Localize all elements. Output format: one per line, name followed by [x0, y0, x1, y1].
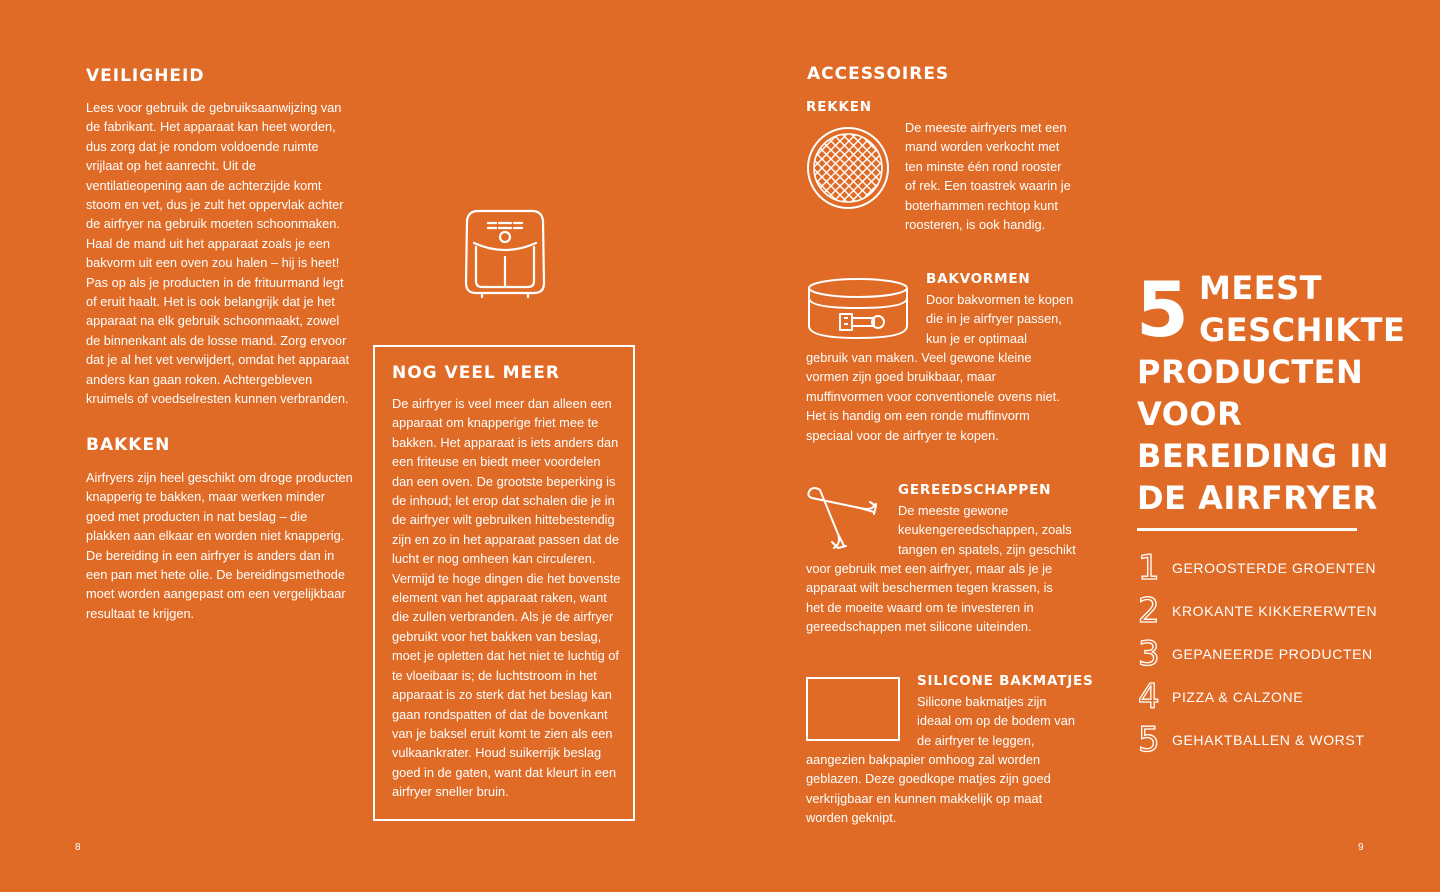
top5-title-line2: GESCHIKTE: [1199, 311, 1406, 349]
top5-title-line1: MEEST: [1199, 269, 1322, 307]
top5-item-label: KROKANTE KIKKERERWTEN: [1172, 602, 1378, 619]
rack-wire: [806, 125, 891, 211]
top5-title-line4: VOOR: [1137, 395, 1243, 433]
mats-text-side: Silicone bakmatjes zijn ideaal om op de bodem van de airfryer te leggen,: [917, 694, 1075, 748]
mats-heading: SILICONE BAKMATJES: [917, 673, 1094, 689]
pans-text: gebruik van maken. Veel gewone kleine vormen zijn goed bruikbaar, maar muffinvormen voor conventionele ovens niet. Het is handig om een ronde muffinvorm speciaal voor de airfryer te kopen.: [806, 350, 1060, 443]
page-number-left: 8: [75, 842, 81, 853]
springform-pan-icon: [806, 276, 912, 342]
top5-item-label: GEROOSTERDE GROENTEN: [1172, 559, 1377, 576]
rack-wire: [851, 125, 891, 211]
tools-text: voor gebruik met een airfryer, maar als je je apparaat wilt beschermen tegen krassen, is het de moeite waard om te investeren in gereedschappen met silicone uiteinden.: [806, 561, 1053, 635]
top5-title-line5: BEREIDING IN: [1137, 437, 1389, 475]
baking-text: Airfryers zijn heel geschikt om droge producten knapperig te bakken, maar werken minder goed met producten in nat beslag – die plakken aan elkaar en worden niet knapperig. De bereiding in een airfryer is anders dan in een pan met hete olie. De bereidingsmethode moet worden aangepast om een vergelijkbaar resultaat te krijgen.: [86, 470, 353, 621]
top5-divider: [1137, 528, 1357, 531]
racks-heading: REKKEN: [806, 99, 872, 115]
top5-item-number: 3: [1138, 633, 1160, 674]
round-rack-icon: [805, 125, 891, 211]
mats-text: aangezien bakpapier omhoog zal worden geblazen. Deze goedkope matjes zijn goed verkrijgbaar en kunnen makkelijk op maat worden geknipt.: [806, 752, 1051, 826]
tools-text-side: De meeste gewone keukengereedschappen, zoals tangen en spatels, zijn geschikt: [898, 503, 1076, 557]
top5-item: [1138, 589, 1378, 632]
top5-item: [1138, 675, 1378, 718]
page-number-right: 9: [1358, 842, 1364, 853]
top5-item-label: GEPANEERDE PRODUCTEN: [1172, 645, 1373, 662]
rack-wire: [851, 125, 891, 211]
top5-item-number: 1: [1138, 547, 1160, 588]
pans-text-side: Door bakvormen te kopen die in je airfryer passen, kun je er optimaal: [926, 292, 1074, 346]
silicone-mat-icon: [806, 677, 900, 741]
top5-item: [1138, 718, 1378, 761]
top5-title-rest: [1137, 351, 1389, 519]
more-heading: NOG VEEL MEER: [392, 363, 560, 383]
rack-wire: [878, 125, 891, 211]
top5-list: [1138, 546, 1378, 761]
top5-item-number: 4: [1138, 676, 1160, 717]
top5-item-label: GEHAKTBALLEN & WORST: [1172, 731, 1365, 748]
more-text: De airfryer is veel meer dan alleen een apparaat om knapperige friet mee te bakken. Het apparaat is iets anders dan een friteuse en biedt meer voordelen dan een oven. De grootste beperking is de inhoud; let erop dat schalen die je in de airfryer wilt gebruiken hittebestendig zijn en zo in het apparaat passen dat de lucht er nog omheen kan circuleren. Vermijd te hoge dingen die het bovenste element van het apparaat raken, want die zullen verbranden. Als je de airfryer gebruikt voor het bakken van beslag, moet je opletten dat het niet te luchtig of te vloeibaar is; de luchtstroom in het apparaat is zo sterk dat het beslag kan gaan rondspatten of dat de bovenkant van je baksel eruit komt te zien als een vulkaankrater. Houd suikerrijk beslag goed in de gaten, want dat kleurt in een airfryer sneller bruin.: [392, 396, 621, 800]
safety-heading: VEILIGHEID: [86, 66, 205, 86]
top5-number: 5: [1136, 265, 1189, 354]
top5-title-line3: PRODUCTEN: [1137, 353, 1364, 391]
top5-item: [1138, 632, 1378, 675]
top5-item: [1138, 546, 1378, 589]
top5-item-number: 5: [1138, 719, 1160, 760]
baking-heading: BAKKEN: [86, 435, 171, 455]
top5-item-label: PIZZA & CALZONE: [1172, 688, 1304, 705]
more-box: [373, 345, 635, 821]
racks-text: De meeste airfryers met een mand worden verkocht met ten minste één rond rooster of rek. Een toastrek waarin je boterhammen rechtop kunt roosteren, is ook handig.: [905, 120, 1071, 233]
tools-heading: GEREEDSCHAPPEN: [898, 482, 1052, 498]
airfryer-icon: [462, 207, 548, 299]
tongs-icon: [804, 484, 882, 550]
top5-title-line6: DE AIRFRYER: [1137, 479, 1378, 517]
accessories-heading: ACCESSOIRES: [807, 64, 950, 84]
rack-wire: [878, 125, 891, 211]
top5-item-number: 2: [1138, 590, 1160, 631]
safety-text: Lees voor gebruik de gebruiksaanwijzing van de fabrikant. Het apparaat kan heet worden, dus zorg dat je rondom voldoende ruimte vrijlaat op het aanrecht. Uit de ventilatieopening aan de achterzijde komt stoom en vet, dus je zult het oppervlak achter de airfryer na gebruik moeten schoonmaken. Haal de mand uit het apparaat zoals je een bakvorm uit een oven zou halen – hij is heet! Pas op als je producten in de frituurmand legt of eruit haalt. Het is ook belangrijk dat je het apparaat na elk gebruik schoonmaakt, zowel de binnenkant als de losse mand. Zorg ervoor dat je al het vet verwijdert, omdat het apparaat anders kan gaan roken. Achtergebleven kruimels of voedselresten kunnen verbranden.: [86, 100, 350, 407]
pans-heading: BAKVORMEN: [926, 271, 1031, 287]
